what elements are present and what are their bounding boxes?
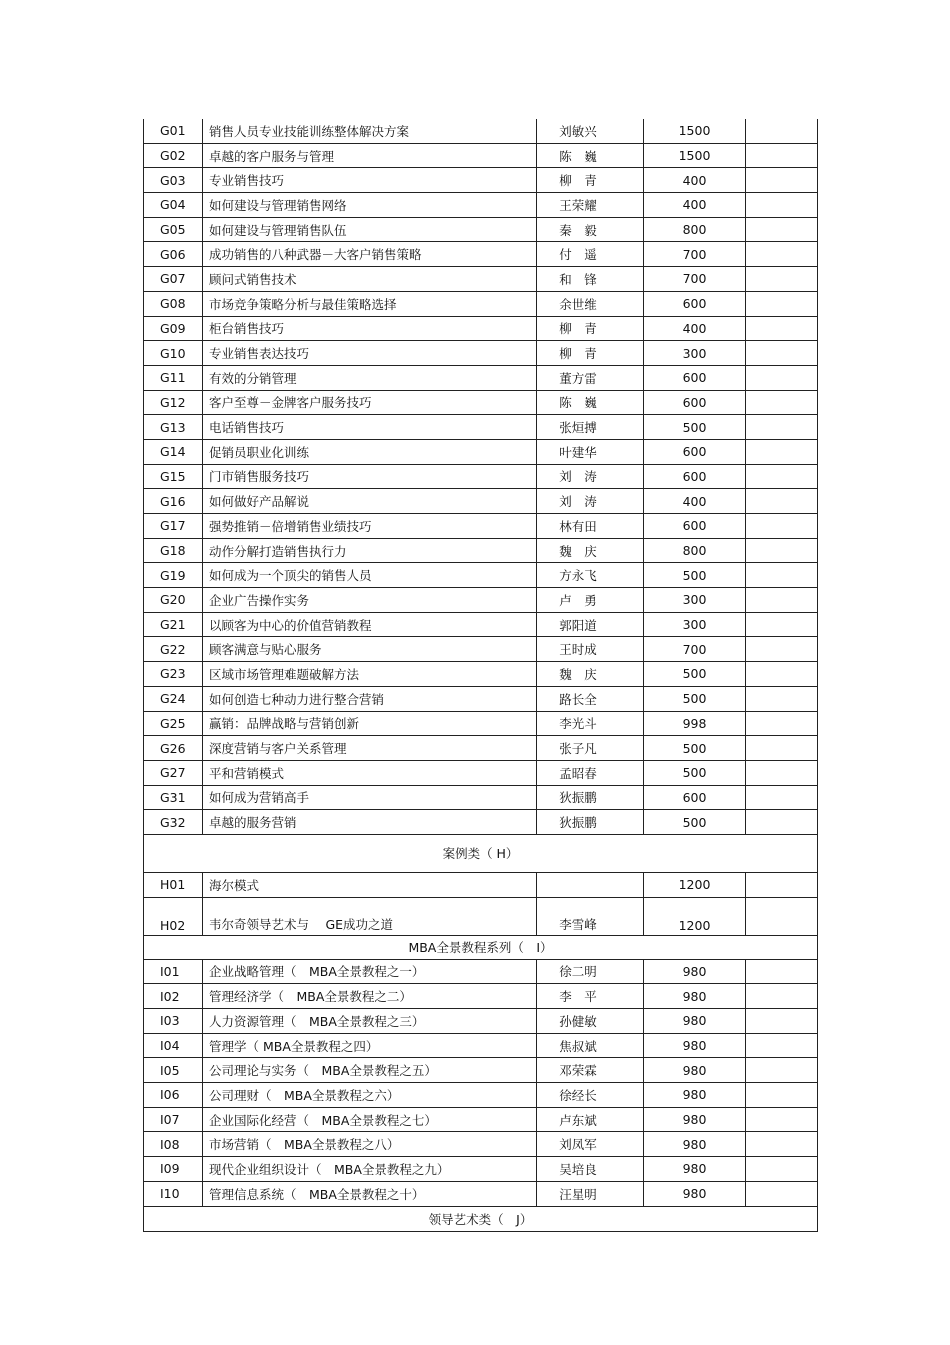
course-row bbox=[144, 1132, 818, 1157]
course-price: 980 bbox=[644, 1157, 746, 1182]
course-author: 李 平 bbox=[537, 984, 644, 1009]
course-row bbox=[144, 439, 818, 464]
course-code: G20 bbox=[144, 588, 203, 613]
course-author: 董方雷 bbox=[537, 365, 644, 390]
course-price: 1500 bbox=[644, 143, 746, 168]
course-title: 专业销售表达技巧 bbox=[203, 341, 537, 366]
course-price: 500 bbox=[644, 563, 746, 588]
course-row bbox=[144, 1181, 818, 1206]
course-title: 如何成为一个顶尖的销售人员 bbox=[203, 563, 537, 588]
course-author: 张子凡 bbox=[537, 736, 644, 761]
course-price: 1200 bbox=[644, 872, 746, 897]
course-remark bbox=[746, 785, 818, 810]
course-price: 500 bbox=[644, 736, 746, 761]
course-row bbox=[144, 588, 818, 613]
course-row bbox=[144, 736, 818, 761]
course-title: 公司理财（ MBA全景教程之六） bbox=[203, 1083, 537, 1108]
course-price: 700 bbox=[644, 637, 746, 662]
course-remark bbox=[746, 686, 818, 711]
course-row bbox=[144, 316, 818, 341]
course-author bbox=[537, 872, 644, 897]
course-remark bbox=[746, 217, 818, 242]
course-price: 500 bbox=[644, 415, 746, 440]
course-row bbox=[144, 119, 818, 143]
course-price: 980 bbox=[644, 984, 746, 1009]
course-price: 1200 bbox=[644, 897, 746, 935]
course-remark bbox=[746, 514, 818, 539]
course-title: 专业销售技巧 bbox=[203, 168, 537, 193]
course-row bbox=[144, 242, 818, 267]
course-remark bbox=[746, 538, 818, 563]
course-title: 如何创造七种动力进行整合营销 bbox=[203, 686, 537, 711]
course-remark bbox=[746, 1181, 818, 1206]
course-row bbox=[144, 365, 818, 390]
course-author: 邓荣霖 bbox=[537, 1058, 644, 1083]
course-remark bbox=[746, 341, 818, 366]
course-title: 深度营销与客户关系管理 bbox=[203, 736, 537, 761]
course-price: 300 bbox=[644, 612, 746, 637]
course-author: 李光斗 bbox=[537, 711, 644, 736]
course-code: G21 bbox=[144, 612, 203, 637]
category-header: 案例类（ H） bbox=[144, 834, 818, 872]
course-title: 销售人员专业技能训练整体解决方案 bbox=[203, 119, 537, 143]
course-code: I07 bbox=[144, 1107, 203, 1132]
course-row bbox=[144, 390, 818, 415]
course-row bbox=[144, 464, 818, 489]
course-title: 促销员职业化训练 bbox=[203, 439, 537, 464]
course-author: 秦 毅 bbox=[537, 217, 644, 242]
course-row bbox=[144, 143, 818, 168]
course-table bbox=[143, 119, 818, 1232]
course-remark bbox=[746, 711, 818, 736]
course-price: 600 bbox=[644, 291, 746, 316]
course-author: 徐二明 bbox=[537, 959, 644, 984]
course-price: 800 bbox=[644, 217, 746, 242]
course-price: 400 bbox=[644, 168, 746, 193]
course-row bbox=[144, 872, 818, 897]
course-author: 卢东斌 bbox=[537, 1107, 644, 1132]
course-price: 400 bbox=[644, 316, 746, 341]
course-code: G31 bbox=[144, 785, 203, 810]
course-row bbox=[144, 1157, 818, 1182]
course-price: 980 bbox=[644, 1009, 746, 1034]
course-code: G10 bbox=[144, 341, 203, 366]
course-title: 市场营销（ MBA全景教程之八） bbox=[203, 1132, 537, 1157]
course-title: 市场竞争策略分析与最佳策略选择 bbox=[203, 291, 537, 316]
course-author: 刘凤军 bbox=[537, 1132, 644, 1157]
course-price: 600 bbox=[644, 785, 746, 810]
course-code: G11 bbox=[144, 365, 203, 390]
course-price: 980 bbox=[644, 1058, 746, 1083]
course-price: 980 bbox=[644, 1107, 746, 1132]
course-code: G27 bbox=[144, 760, 203, 785]
course-remark bbox=[746, 588, 818, 613]
course-author: 狄振鹏 bbox=[537, 810, 644, 835]
course-price: 980 bbox=[644, 959, 746, 984]
course-author: 柳 青 bbox=[537, 316, 644, 341]
course-title: 企业国际化经营（ MBA全景教程之七） bbox=[203, 1107, 537, 1132]
course-row bbox=[144, 563, 818, 588]
course-code: G03 bbox=[144, 168, 203, 193]
course-price: 500 bbox=[644, 662, 746, 687]
course-code: H01 bbox=[144, 872, 203, 897]
course-author: 卢 勇 bbox=[537, 588, 644, 613]
course-code: G06 bbox=[144, 242, 203, 267]
course-title: 顾客满意与贴心服务 bbox=[203, 637, 537, 662]
course-title: 公司理论与实务（ MBA全景教程之五） bbox=[203, 1058, 537, 1083]
course-remark bbox=[746, 242, 818, 267]
course-price: 600 bbox=[644, 514, 746, 539]
course-code: I03 bbox=[144, 1009, 203, 1034]
course-code: G09 bbox=[144, 316, 203, 341]
course-code: G02 bbox=[144, 143, 203, 168]
course-author: 孙健敏 bbox=[537, 1009, 644, 1034]
course-code: G26 bbox=[144, 736, 203, 761]
course-price: 500 bbox=[644, 760, 746, 785]
course-remark bbox=[746, 662, 818, 687]
course-price: 980 bbox=[644, 1132, 746, 1157]
course-remark bbox=[746, 267, 818, 292]
course-code: I09 bbox=[144, 1157, 203, 1182]
course-title: 赢销：品牌战略与营销创新 bbox=[203, 711, 537, 736]
course-code: G05 bbox=[144, 217, 203, 242]
course-title: 动作分解打造销售执行力 bbox=[203, 538, 537, 563]
course-row bbox=[144, 810, 818, 835]
course-author: 魏 庆 bbox=[537, 538, 644, 563]
course-title: 区域市场管理难题破解方法 bbox=[203, 662, 537, 687]
course-author: 李雪峰 bbox=[537, 897, 644, 935]
course-price: 700 bbox=[644, 242, 746, 267]
course-author: 陈 巍 bbox=[537, 390, 644, 415]
course-row bbox=[144, 1107, 818, 1132]
course-price: 600 bbox=[644, 464, 746, 489]
course-price: 600 bbox=[644, 439, 746, 464]
course-row bbox=[144, 637, 818, 662]
course-code: G32 bbox=[144, 810, 203, 835]
course-title: 成功销售的八种武器－大客户销售策略 bbox=[203, 242, 537, 267]
course-row bbox=[144, 760, 818, 785]
course-remark bbox=[746, 291, 818, 316]
course-title: 企业战略管理（ MBA全景教程之一） bbox=[203, 959, 537, 984]
course-remark bbox=[746, 872, 818, 897]
course-code: G08 bbox=[144, 291, 203, 316]
course-remark bbox=[746, 563, 818, 588]
course-price: 980 bbox=[644, 1083, 746, 1108]
course-author: 林有田 bbox=[537, 514, 644, 539]
course-remark bbox=[746, 1033, 818, 1058]
course-author: 刘 涛 bbox=[537, 489, 644, 514]
course-author: 柳 青 bbox=[537, 168, 644, 193]
course-author: 柳 青 bbox=[537, 341, 644, 366]
course-remark bbox=[746, 316, 818, 341]
course-author: 余世维 bbox=[537, 291, 644, 316]
course-row bbox=[144, 514, 818, 539]
course-row bbox=[144, 711, 818, 736]
course-code: G17 bbox=[144, 514, 203, 539]
course-price: 400 bbox=[644, 489, 746, 514]
course-remark bbox=[746, 1132, 818, 1157]
course-row bbox=[144, 959, 818, 984]
course-row bbox=[144, 1009, 818, 1034]
course-row bbox=[144, 341, 818, 366]
course-price: 998 bbox=[644, 711, 746, 736]
category-header-row bbox=[144, 834, 818, 872]
course-remark bbox=[746, 193, 818, 218]
course-title: 柜台销售技巧 bbox=[203, 316, 537, 341]
course-price: 300 bbox=[644, 341, 746, 366]
course-row bbox=[144, 267, 818, 292]
course-row bbox=[144, 897, 818, 935]
course-code: I04 bbox=[144, 1033, 203, 1058]
course-title: 卓越的服务营销 bbox=[203, 810, 537, 835]
course-title: 门市销售服务技巧 bbox=[203, 464, 537, 489]
course-author: 郭阳道 bbox=[537, 612, 644, 637]
course-title: 韦尔奇领导艺术与 GE成功之道 bbox=[203, 897, 537, 935]
course-author: 焦叔斌 bbox=[537, 1033, 644, 1058]
course-price: 980 bbox=[644, 1181, 746, 1206]
course-author: 路长全 bbox=[537, 686, 644, 711]
course-remark bbox=[746, 637, 818, 662]
course-code: G15 bbox=[144, 464, 203, 489]
course-row bbox=[144, 489, 818, 514]
course-row bbox=[144, 538, 818, 563]
category-header: 领导艺术类（ J） bbox=[144, 1206, 818, 1231]
course-code: G25 bbox=[144, 711, 203, 736]
course-author: 吴培良 bbox=[537, 1157, 644, 1182]
course-remark bbox=[746, 489, 818, 514]
course-code: G16 bbox=[144, 489, 203, 514]
course-remark bbox=[746, 390, 818, 415]
course-code: G24 bbox=[144, 686, 203, 711]
course-remark bbox=[746, 1058, 818, 1083]
course-title: 现代企业组织设计（ MBA全景教程之九） bbox=[203, 1157, 537, 1182]
course-remark bbox=[746, 959, 818, 984]
course-title: 卓越的客户服务与管理 bbox=[203, 143, 537, 168]
course-author: 刘 涛 bbox=[537, 464, 644, 489]
course-title: 客户至尊－金牌客户服务技巧 bbox=[203, 390, 537, 415]
course-title: 有效的分销管理 bbox=[203, 365, 537, 390]
course-remark bbox=[746, 439, 818, 464]
course-remark bbox=[746, 1107, 818, 1132]
course-author: 魏 庆 bbox=[537, 662, 644, 687]
course-price: 800 bbox=[644, 538, 746, 563]
course-remark bbox=[746, 464, 818, 489]
course-remark bbox=[746, 1009, 818, 1034]
course-code: I06 bbox=[144, 1083, 203, 1108]
course-price: 600 bbox=[644, 390, 746, 415]
category-header-row bbox=[144, 935, 818, 959]
course-price: 500 bbox=[644, 686, 746, 711]
course-row bbox=[144, 662, 818, 687]
course-remark bbox=[746, 143, 818, 168]
course-remark bbox=[746, 119, 818, 143]
course-remark bbox=[746, 897, 818, 935]
course-row bbox=[144, 1033, 818, 1058]
course-title: 海尔模式 bbox=[203, 872, 537, 897]
course-row bbox=[144, 291, 818, 316]
course-catalog-sheet bbox=[143, 119, 817, 1232]
course-price: 700 bbox=[644, 267, 746, 292]
course-remark bbox=[746, 612, 818, 637]
course-title: 管理信息系统（ MBA全景教程之十） bbox=[203, 1181, 537, 1206]
course-author: 张烜搏 bbox=[537, 415, 644, 440]
course-author: 孟昭春 bbox=[537, 760, 644, 785]
course-price: 980 bbox=[644, 1033, 746, 1058]
category-header-row bbox=[144, 1206, 818, 1231]
course-remark bbox=[746, 365, 818, 390]
course-row bbox=[144, 1083, 818, 1108]
course-author: 付 遥 bbox=[537, 242, 644, 267]
course-row bbox=[144, 415, 818, 440]
course-remark bbox=[746, 810, 818, 835]
course-code: I10 bbox=[144, 1181, 203, 1206]
course-row bbox=[144, 686, 818, 711]
course-title: 如何成为营销高手 bbox=[203, 785, 537, 810]
course-price: 400 bbox=[644, 193, 746, 218]
course-title: 如何建设与管理销售网络 bbox=[203, 193, 537, 218]
course-code: G19 bbox=[144, 563, 203, 588]
course-price: 300 bbox=[644, 588, 746, 613]
course-author: 陈 巍 bbox=[537, 143, 644, 168]
course-author: 刘敏兴 bbox=[537, 119, 644, 143]
course-author: 和 锋 bbox=[537, 267, 644, 292]
course-author: 狄振鹏 bbox=[537, 785, 644, 810]
course-price: 500 bbox=[644, 810, 746, 835]
course-code: G01 bbox=[144, 119, 203, 143]
course-author: 王时成 bbox=[537, 637, 644, 662]
course-code: I08 bbox=[144, 1132, 203, 1157]
course-title: 以顾客为中心的价值营销教程 bbox=[203, 612, 537, 637]
course-code: I01 bbox=[144, 959, 203, 984]
course-code: I02 bbox=[144, 984, 203, 1009]
course-remark bbox=[746, 736, 818, 761]
course-title: 管理经济学（ MBA全景教程之二） bbox=[203, 984, 537, 1009]
course-author: 汪星明 bbox=[537, 1181, 644, 1206]
course-row bbox=[144, 785, 818, 810]
course-author: 叶建华 bbox=[537, 439, 644, 464]
course-code: G23 bbox=[144, 662, 203, 687]
course-code: G22 bbox=[144, 637, 203, 662]
course-author: 王荣耀 bbox=[537, 193, 644, 218]
course-remark bbox=[746, 760, 818, 785]
course-row bbox=[144, 193, 818, 218]
course-code: G14 bbox=[144, 439, 203, 464]
course-title: 如何做好产品解说 bbox=[203, 489, 537, 514]
course-title: 企业广告操作实务 bbox=[203, 588, 537, 613]
course-author: 徐经长 bbox=[537, 1083, 644, 1108]
course-code: G12 bbox=[144, 390, 203, 415]
course-code: G04 bbox=[144, 193, 203, 218]
course-table-body bbox=[144, 119, 818, 1231]
course-author: 方永飞 bbox=[537, 563, 644, 588]
course-title: 平和营销模式 bbox=[203, 760, 537, 785]
course-price: 600 bbox=[644, 365, 746, 390]
course-remark bbox=[746, 1083, 818, 1108]
course-price: 1500 bbox=[644, 119, 746, 143]
course-row bbox=[144, 984, 818, 1009]
course-remark bbox=[746, 168, 818, 193]
course-code: H02 bbox=[144, 897, 203, 935]
course-title: 顾问式销售技术 bbox=[203, 267, 537, 292]
course-row bbox=[144, 168, 818, 193]
course-remark bbox=[746, 1157, 818, 1182]
course-code: I05 bbox=[144, 1058, 203, 1083]
course-title: 人力资源管理（ MBA全景教程之三） bbox=[203, 1009, 537, 1034]
course-row bbox=[144, 217, 818, 242]
category-header: MBA全景教程系列（ I） bbox=[144, 935, 818, 959]
course-code: G13 bbox=[144, 415, 203, 440]
course-row bbox=[144, 1058, 818, 1083]
course-remark bbox=[746, 415, 818, 440]
course-title: 管理学（ MBA全景教程之四） bbox=[203, 1033, 537, 1058]
course-title: 电话销售技巧 bbox=[203, 415, 537, 440]
course-remark bbox=[746, 984, 818, 1009]
course-title: 如何建设与管理销售队伍 bbox=[203, 217, 537, 242]
course-row bbox=[144, 612, 818, 637]
course-title: 强势推销－倍增销售业绩技巧 bbox=[203, 514, 537, 539]
course-code: G18 bbox=[144, 538, 203, 563]
course-code: G07 bbox=[144, 267, 203, 292]
